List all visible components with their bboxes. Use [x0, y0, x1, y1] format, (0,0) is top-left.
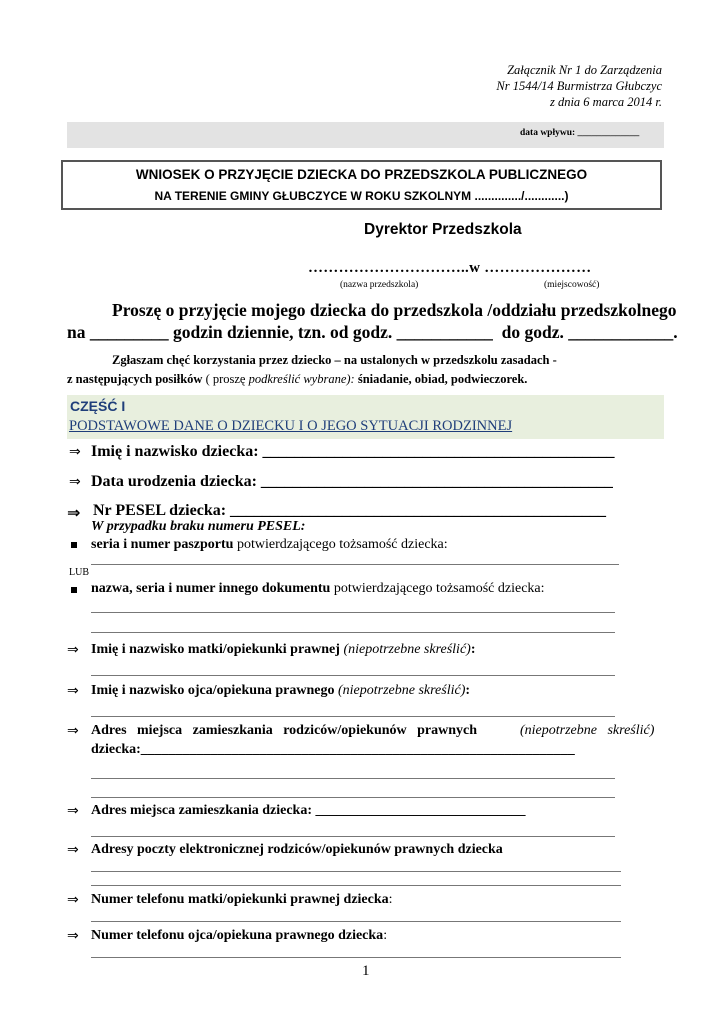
request-line-1: Proszę o przyjęcie mojego dziecka do przedszkola /oddziału przedszkolnego [112, 300, 677, 320]
pesel-note: W przypadku braku numeru PESEL: [91, 519, 306, 534]
arrow-icon: ⇒ [67, 503, 81, 522]
father-phone-bold: Numer telefonu ojca/opiekuna prawnego dziecka [91, 928, 384, 943]
request-line-2[interactable]: na _________ godzin dziennie, tzn. od godz. ___________ do godz. ____________. [67, 322, 678, 342]
father-name-note: (niepotrzebne skreślić) [334, 683, 466, 698]
father-name-colon: : [465, 683, 471, 698]
mother-phone-label [91, 892, 393, 908]
arrow-icon: ⇒ [67, 642, 79, 658]
mother-name-input-line[interactable] [91, 675, 615, 676]
otherdoc-label [91, 581, 545, 597]
parents-email-label: Adresy poczty elektronicznej rodziców/opiekunów prawnych dziecka [91, 842, 503, 857]
father-phone-colon: : [383, 928, 388, 943]
father-phone-label [91, 928, 387, 944]
parents-address-note: (niepotrzebne skreślić) [520, 723, 655, 738]
passport-label-rest: potwierdzającego tożsamość dziecka: [233, 537, 448, 552]
parents-address-field[interactable]: dziecka:______________________________________________________________ [91, 742, 575, 757]
annex-line-3: z dnia 6 marca 2014 r. [549, 95, 662, 109]
mother-phone-colon: : [388, 892, 393, 907]
section-title: CZĘŚĆ I [70, 398, 126, 414]
annex-line-2: Nr 1544/14 Burmistrza Głubczyc [496, 79, 662, 93]
received-date-field[interactable]: data wpływu: _____________ [520, 128, 640, 138]
form-title-box [61, 160, 662, 210]
otherdoc-label-bold: nazwa, seria i numer innego dokumentu [91, 581, 331, 596]
arrow-icon: ⇒ [67, 683, 79, 699]
passport-label [91, 537, 448, 553]
passport-label-bold: seria i numer paszportu [91, 537, 234, 552]
otherdoc-label-rest: potwierdzającego tożsamość dziecka: [330, 581, 545, 596]
addressee-title: Dyrektor Przedszkola [364, 221, 522, 238]
mother-phone-bold: Numer telefonu matki/opiekunki prawnej dziecka [91, 892, 389, 907]
section-subtitle: PODSTAWOWE DANE O DZIECKU I O JEGO SYTUACJI RODZINNEJ [69, 418, 513, 434]
otherdoc-input-line-2[interactable] [91, 632, 615, 633]
arrow-icon: ⇒ [67, 842, 79, 858]
child-name-field[interactable]: Imię i nazwisko dziecka: ____________________________________________ [91, 443, 615, 460]
caption-town: (miejscowość) [544, 280, 600, 290]
parents-address-label: Adres miejsca zamieszkania rodziców/opiekunów prawnych [91, 723, 478, 738]
bullet-square-icon [71, 587, 77, 593]
mother-name-colon: : [470, 642, 476, 657]
arrow-icon: ⇒ [67, 892, 79, 908]
caption-kindergarten-name: (nazwa przedszkola) [340, 280, 419, 290]
father-name-label [91, 683, 470, 699]
mother-name-label [91, 642, 476, 658]
parents-email-input-line-2[interactable] [91, 885, 621, 886]
form-title-line-1: WNIOSEK O PRZYJĘCIE DZIECKA DO PRZEDSZKOLA PUBLICZNEGO [135, 167, 588, 182]
parents-email-input-line-1[interactable] [91, 871, 621, 872]
meals-line-2-lead: z następujących posiłków [67, 372, 203, 386]
child-pesel-field[interactable]: Nr PESEL dziecka: _______________________________________________ [93, 502, 607, 519]
parents-address-input-line-2[interactable] [91, 797, 615, 798]
mother-name-bold: Imię i nazwisko matki/opiekunki prawnej [91, 642, 340, 657]
arrow-icon: ⇒ [67, 803, 79, 819]
kindergarten-name-field[interactable]: …………………………..w ………………… [308, 260, 592, 276]
arrow-icon: ⇒ [69, 474, 81, 490]
arrow-icon: ⇒ [67, 928, 79, 944]
parents-address-input-line-1[interactable] [91, 778, 615, 779]
father-name-bold: Imię i nazwisko ojca/opiekuna prawnego [91, 683, 335, 698]
form-title-line-2: NA TERENIE GMINY GŁUBCZYCE W ROKU SZKOLNYM ............../............) [154, 189, 569, 203]
or-label: LUB [69, 567, 89, 578]
page-number: 1 [362, 963, 370, 979]
father-phone-input-line[interactable] [91, 957, 621, 958]
meals-line-1: Zgłaszam chęć korzystania przez dziecko – na ustalonych w przedszkolu zasadach - [112, 353, 557, 367]
otherdoc-input-line-1[interactable] [91, 612, 615, 613]
passport-input-line[interactable] [91, 564, 619, 565]
arrow-icon: ⇒ [67, 723, 79, 739]
meals-options[interactable]: śniadanie, obiad, podwieczorek. [354, 372, 528, 386]
mother-name-note: (niepotrzebne skreślić) [339, 642, 471, 657]
mother-phone-input-line[interactable] [91, 921, 621, 922]
annex-line-1: Załącznik Nr 1 do Zarządzenia [507, 63, 662, 77]
meals-line-2-instr: ( proszę [202, 372, 249, 386]
arrow-icon: ⇒ [69, 444, 81, 460]
meals-line-2 [67, 372, 527, 387]
child-address-field[interactable]: Adres miejsca zamieszkania dziecka: ______________________________ [91, 803, 526, 818]
child-address-input-line[interactable] [91, 836, 615, 837]
child-dob-field[interactable]: Data urodzenia dziecka: ____________________________________________ [91, 473, 613, 490]
father-name-input-line[interactable] [91, 716, 615, 717]
meals-line-2-note: podkreślić wybrane): [248, 372, 355, 386]
bullet-square-icon [71, 542, 77, 548]
